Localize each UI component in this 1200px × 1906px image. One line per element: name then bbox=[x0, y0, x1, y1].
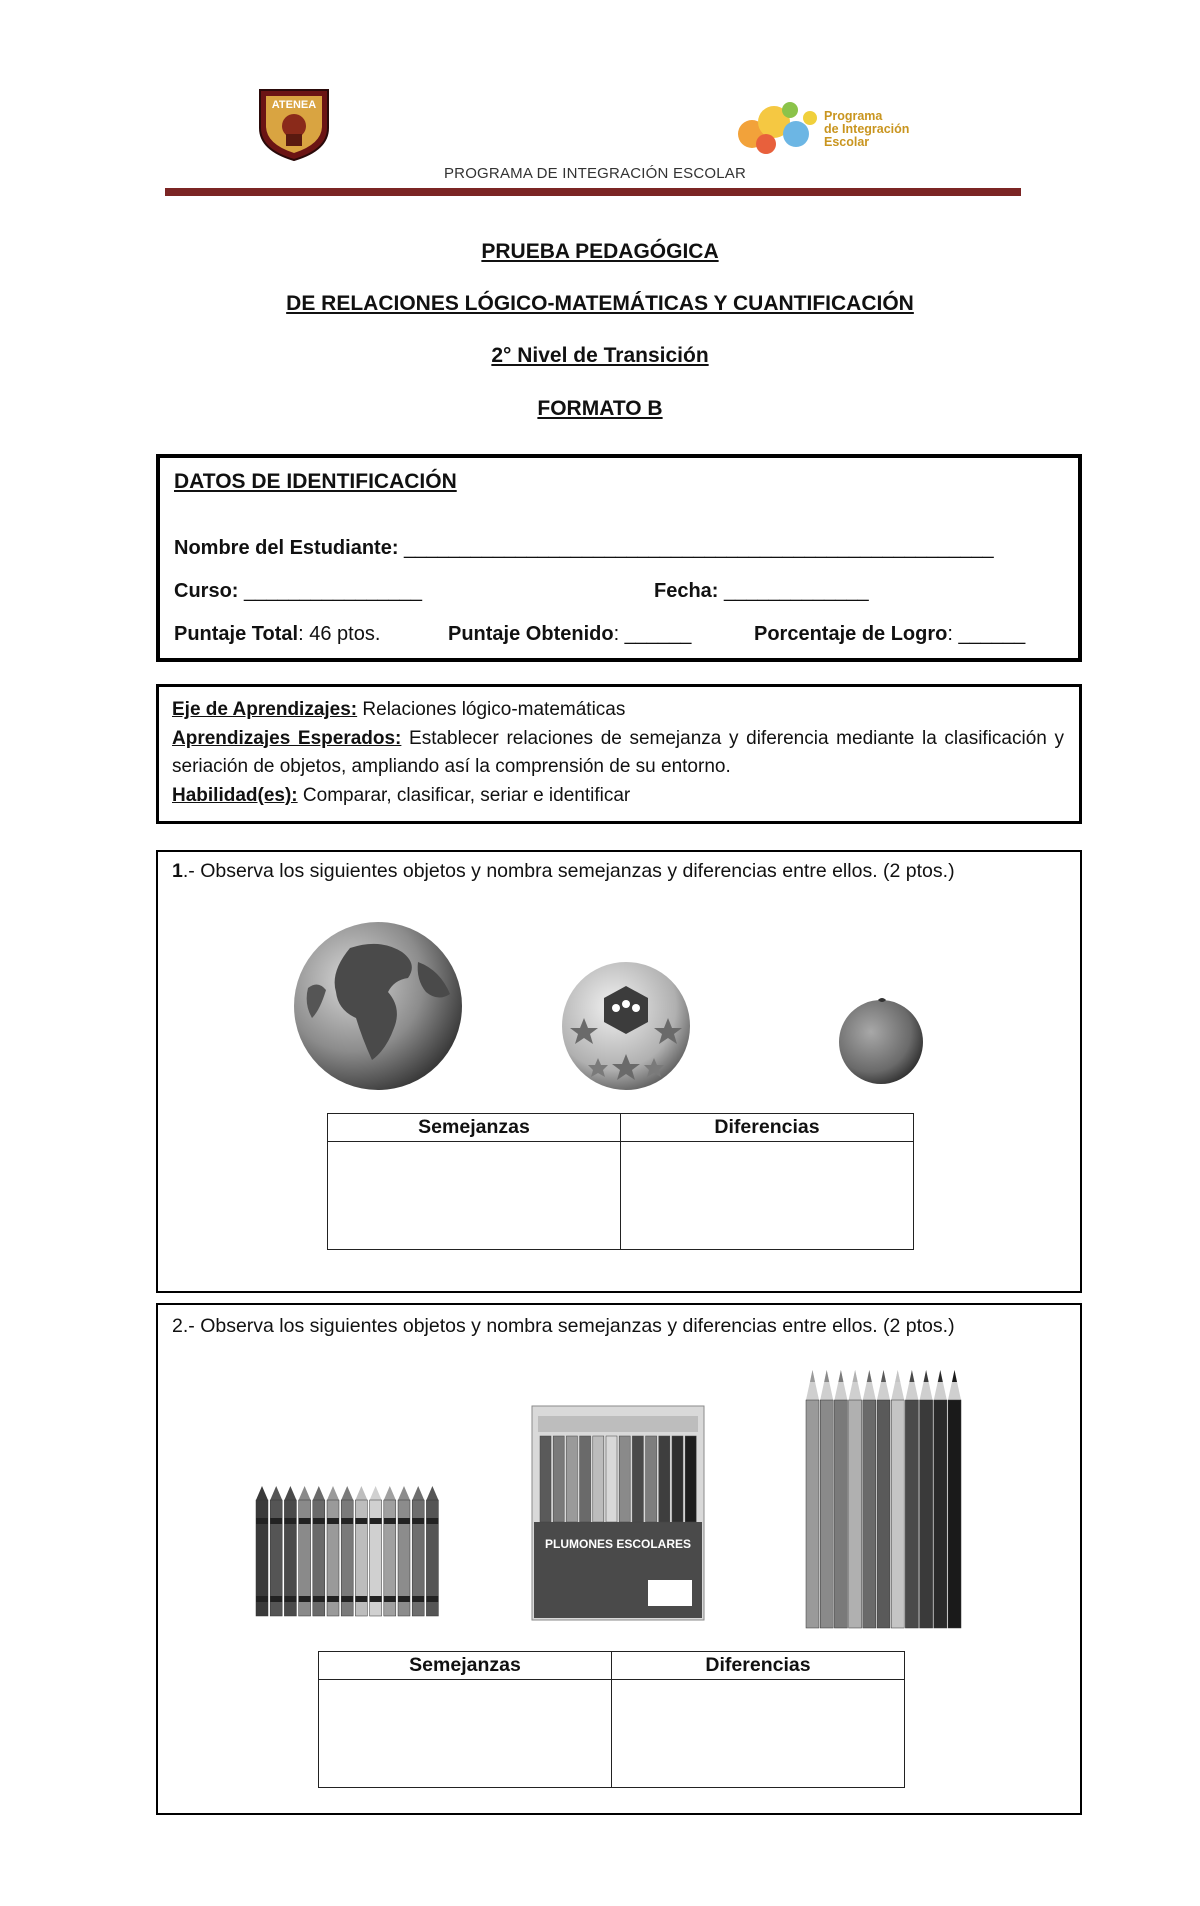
q2-similarities-cell[interactable] bbox=[319, 1680, 612, 1788]
q1-differences-cell[interactable] bbox=[621, 1142, 914, 1250]
date-blank[interactable]: _____________ bbox=[718, 580, 869, 602]
q2-similarities-header: Semejanzas bbox=[319, 1652, 612, 1680]
pie-logo-text: Programa de Integración Escolar bbox=[824, 109, 910, 149]
globe-icon bbox=[290, 918, 466, 1099]
colored-pencils-icon bbox=[804, 1368, 964, 1635]
identification-heading: DATOS DE IDENTIFICACIÓN bbox=[174, 470, 457, 493]
title-line-2: DE RELACIONES LÓGICO-MATEMÁTICAS Y CUANTIFICACIÓN bbox=[286, 292, 914, 315]
obtained-score-label: Puntaje Obtenido bbox=[448, 623, 614, 645]
pie-logo bbox=[732, 96, 932, 158]
question-1-number: 1 bbox=[172, 860, 183, 882]
habilidades-label: Habilidad(es): bbox=[172, 784, 298, 806]
date-field[interactable] bbox=[654, 580, 869, 603]
title-line-3: 2° Nivel de Transición bbox=[491, 344, 709, 367]
total-score-label: Puntaje Total bbox=[174, 623, 299, 645]
question-1-answer-table bbox=[327, 1113, 914, 1250]
achievement-percent-blank[interactable]: : ______ bbox=[947, 623, 1026, 645]
aprendizajes-value: Establecer relaciones de semejanza y diferencia mediante la clasificación y seriación de objetos, ampliando así la comprensión de su entorno. bbox=[172, 727, 1064, 777]
header-rule bbox=[165, 188, 1021, 196]
header-caption: PROGRAMA DE INTEGRACIÓN ESCOLAR bbox=[443, 165, 747, 182]
question-2-answer-table bbox=[318, 1651, 905, 1788]
total-score bbox=[174, 623, 380, 646]
achievement-percent-field[interactable] bbox=[754, 623, 1025, 646]
atenea-logo-text: ATENEA bbox=[271, 99, 317, 111]
q2-differences-cell[interactable] bbox=[612, 1680, 905, 1788]
obtained-score-blank[interactable]: : ______ bbox=[613, 623, 692, 645]
habilidades-value: Comparar, clasificar, seriar e identificar bbox=[297, 784, 631, 806]
total-score-value: : 46 ptos. bbox=[298, 623, 381, 645]
question-2-prompt: .- Observa los siguientes objetos y nombra semejanzas y diferencias entre ellos. (2 ptos.) bbox=[182, 1315, 955, 1337]
question-1-prompt: .- Observa los siguientes objetos y nombra semejanzas y diferencias entre ellos. (2 ptos.) bbox=[182, 860, 955, 882]
title-line-1: PRUEBA PEDAGÓGICA bbox=[481, 240, 719, 263]
course-blank[interactable]: ________________ bbox=[238, 580, 422, 602]
q1-differences-header: Diferencias bbox=[621, 1114, 914, 1142]
orange-icon bbox=[836, 994, 926, 1091]
q2-differences-header: Diferencias bbox=[612, 1652, 905, 1680]
soccer-ball-icon bbox=[558, 958, 694, 1099]
student-name-label: Nombre del Estudiante: bbox=[174, 537, 399, 559]
markers-pack-label: PLUMONES ESCOLARES bbox=[544, 1537, 692, 1551]
student-name-blank[interactable]: _____________________________________________________ bbox=[398, 537, 994, 559]
student-name-field[interactable] bbox=[174, 537, 994, 560]
title-line-4: FORMATO B bbox=[537, 397, 663, 420]
markers-pack-icon bbox=[530, 1404, 706, 1627]
achievement-percent-label: Porcentaje de Logro bbox=[754, 623, 948, 645]
learning-text bbox=[172, 696, 1064, 810]
question-2-number: 2 bbox=[172, 1315, 183, 1337]
crayons-icon bbox=[254, 1484, 444, 1623]
course-label: Curso: bbox=[174, 580, 239, 602]
aprendizajes-label: Aprendizajes Esperados: bbox=[172, 727, 402, 749]
atenea-logo bbox=[256, 84, 332, 162]
q1-similarities-cell[interactable] bbox=[328, 1142, 621, 1250]
eje-label: Eje de Aprendizajes: bbox=[172, 699, 358, 720]
obtained-score-field[interactable] bbox=[448, 623, 691, 646]
date-label: Fecha: bbox=[654, 580, 719, 602]
question-2-text bbox=[172, 1315, 955, 1338]
eje-value: Relaciones lógico-matemáticas bbox=[357, 699, 626, 720]
q1-similarities-header: Semejanzas bbox=[328, 1114, 621, 1142]
question-1-text bbox=[172, 860, 955, 883]
course-field[interactable] bbox=[174, 580, 422, 603]
